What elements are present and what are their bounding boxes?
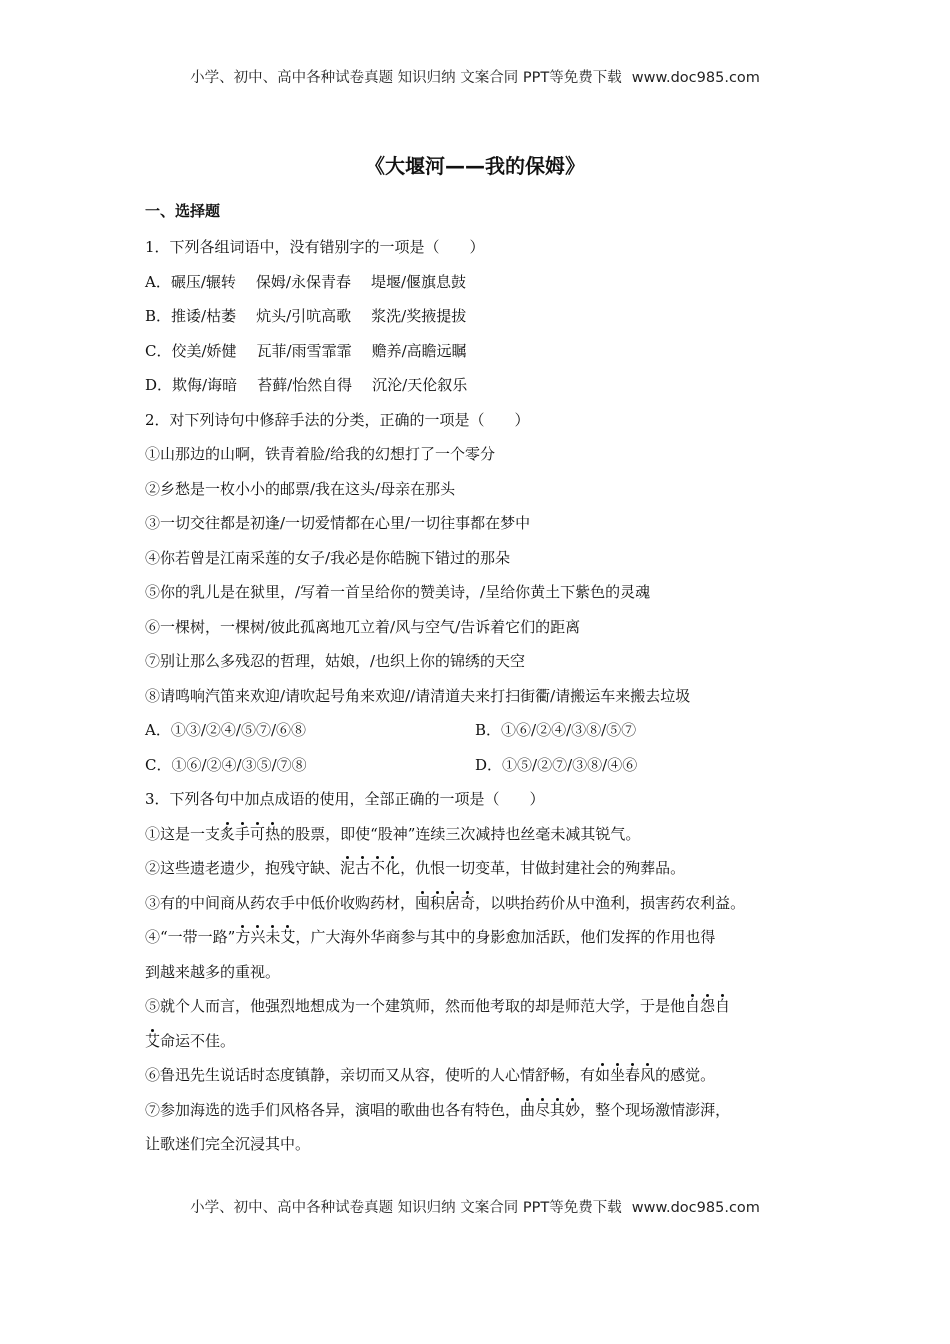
q3-sentence-4: ④“一带一路”方兴未艾，广大海外华商参与其中的身影愈加活跃，他们发挥的作用也得	[145, 928, 716, 946]
q3-sentence-5: ⑤就个人而言，他强烈地想成为一个建筑师，然而他考取的却是师范大学，于是他自怨自	[145, 997, 731, 1015]
dotted-idiom: 炙手可热	[220, 824, 281, 843]
q3-sentence-5-cont: 艾命运不佳。	[145, 1031, 236, 1050]
q2-option-d: D．①⑤/②⑦/③⑧/④⑥	[475, 755, 638, 774]
dotted-idiom: 方兴未艾	[235, 928, 296, 946]
q2-item-6: ⑥一棵树，一棵树/彼此孤离地兀立着/风与空气/告诉着它们的距离	[145, 617, 581, 636]
q2-stem: 2．对下列诗句中修辞手法的分类，正确的一项是（ ）	[145, 410, 530, 429]
page-footer	[0, 1196, 950, 1217]
q3-sentence-3: ③有的中间商从药农手中低价收购药材，囤积居奇，以哄抬药价从中渔利，损害药农利益。	[145, 893, 746, 912]
q2-options-row-1	[145, 713, 825, 748]
dotted-idiom: 如坐春风	[595, 1066, 656, 1084]
question-body	[145, 230, 825, 1162]
q1-option-d: D．欺侮/诲暗 苔藓/怡然自得 沉沦/天伦叙乐	[145, 376, 468, 394]
q3-sentence-1: ①这是一支炙手可热的股票，即使“股神”连续三次减持也丝毫未减其锐气。	[145, 824, 641, 843]
page-header	[0, 66, 950, 87]
q1-option-c: C．佼美/娇健 瓦菲/雨雪霏霏 赡养/高瞻远瞩	[145, 341, 467, 360]
q2-option-b: B．①⑥/②④/③⑧/⑤⑦	[475, 721, 637, 739]
q3-sentence-6: ⑥鲁迅先生说话时态度镇静，亲切而又从容，使听的人心情舒畅，有如坐春风的感觉。	[145, 1066, 716, 1084]
q2-item-5: ⑤你的乳儿是在狱里，/写着一首呈给你的赞美诗，/呈给你黄土下紫色的灵魂	[145, 583, 651, 601]
q2-option-a: A．①③/②④/⑤⑦/⑥⑧	[145, 721, 306, 739]
dotted-idiom: 自怨自	[685, 997, 731, 1015]
footer-url[interactable]: www.doc985.com	[631, 1200, 760, 1216]
footer-text: 小学、初中、高中各种试卷真题 知识归纳 文案合同 PPT等免费下载	[190, 1200, 622, 1216]
dotted-idiom: 艾	[145, 1031, 161, 1050]
dotted-idiom: 曲尽其妙	[520, 1100, 581, 1119]
document-title: 《大堰河——我的保姆》	[365, 154, 585, 178]
q1-stem: 1．下列各组词语中，没有错别字的一项是（ ）	[145, 238, 485, 256]
header-url[interactable]: www.doc985.com	[631, 70, 760, 86]
q3-sentence-2: ②这些遗老遗少，抱残守缺、泥古不化，仇恨一切变革，甘做封建社会的殉葬品。	[145, 859, 686, 877]
q2-item-4: ④你若曾是江南采莲的女子/我必是你皓腕下错过的那朵	[145, 548, 511, 567]
q2-item-3: ③一切交往都是初逢/一切爱情都在心里/一切往事都在梦中	[145, 514, 531, 532]
q2-item-7: ⑦别让那么多残忍的哲理，姑娘，/也织上你的锦绣的天空	[145, 652, 526, 670]
q2-options-row-2	[145, 748, 825, 783]
dotted-idiom: 囤积居奇	[415, 893, 476, 912]
q2-item-2: ②乡愁是一枚小小的邮票/我在这头/母亲在那头	[145, 479, 456, 498]
dotted-idiom: 泥古不化	[340, 859, 401, 877]
q3-sentence-4-cont: 到越来越多的重视。	[145, 962, 281, 981]
section-heading: 一、选择题	[145, 202, 221, 220]
q2-item-8: ⑧请鸣响汽笛来欢迎/请吹起号角来欢迎//请清道夫来打扫街衢/请搬运车来搬去垃圾	[145, 686, 691, 705]
q1-option-a: A．碾压/辗转 保姆/永保青春 堤堰/偃旗息鼓	[145, 272, 467, 291]
q2-item-1: ①山那边的山啊，铁青着脸/给我的幻想打了一个零分	[145, 445, 496, 463]
q3-stem: 3．下列各句中加点成语的使用，全部正确的一项是（ ）	[145, 790, 545, 808]
q2-option-c: C．①⑥/②④/③⑤/⑦⑧	[145, 755, 307, 774]
q1-option-b: B．推诿/枯萎 炕头/引吭高歌 浆洗/奖掖提拔	[145, 307, 467, 325]
q3-sentence-7-cont: 让歌迷们完全沉浸其中。	[145, 1135, 311, 1153]
header-text: 小学、初中、高中各种试卷真题 知识归纳 文案合同 PPT等免费下载	[190, 70, 622, 86]
q3-sentence-7: ⑦参加海选的选手们风格各异，演唱的歌曲也各有特色，曲尽其妙，整个现场激情澎湃，	[145, 1100, 731, 1119]
